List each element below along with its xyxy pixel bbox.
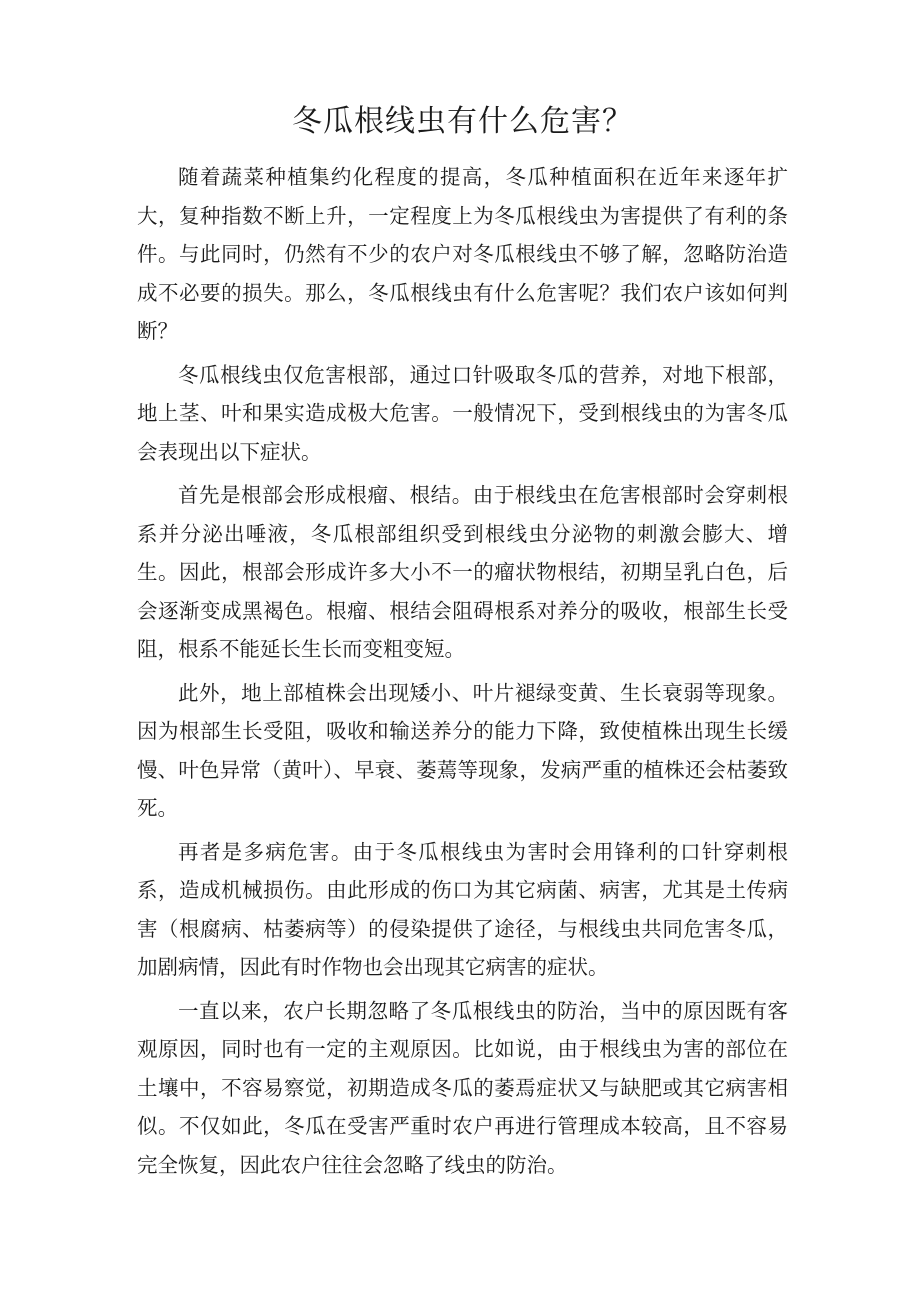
paragraph-above-ground-symptoms: 此外，地上部植株会出现矮小、叶片褪绿变黄、生长衰弱等现象。因为根部生长受阻，吸收和输送养分的能力下降，致使植株出现生长缓慢、叶色异常（黄叶）、早衰、萎蔫等现象，发病严重的植株还会枯萎致死。 <box>137 680 788 820</box>
paragraph-root-knots: 首先是根部会形成根瘤、根结。由于根线虫在危害根部时会穿刺根系并分泌出唾液，冬瓜根部组织受到根线虫分泌物的刺激会膨大、增生。因此，根部会形成许多大小不一的瘤状物根结，初期呈乳白色，后会逐渐变成黑褐色。根瘤、根结会阻碍根系对养分的吸收，根部生长受阻，根系不能延长生长而变粗变短。 <box>137 483 788 661</box>
paragraph-neglect-reasons: 一直以来，农户长期忽略了冬瓜根线虫的防治，当中的原因既有客观原因，同时也有一定的主观原因。比如说，由于根线虫为害的部位在土壤中，不容易察觉，初期造成冬瓜的萎焉症状又与缺肥或其它病害相似。不仅如此，冬瓜在受害严重时农户再进行管理成本较高，且不容易完全恢复，因此农户往往会忽略了线虫的防治。 <box>137 998 788 1177</box>
paragraph-multiple-diseases: 再者是多病危害。由于冬瓜根线虫为害时会用锋利的口针穿刺根系，造成机械损伤。由此形成的伤口为其它病菌、病害，尤其是土传病害（根腐病、枯萎病等）的侵染提供了途径，与根线虫共同危害冬瓜，加剧病情，因此有时作物也会出现其它病害的症状。 <box>137 839 788 979</box>
paragraph-intro: 随着蔬菜种植集约化程度的提高，冬瓜种植面积在近年来逐年扩大，复种指数不断上升，一定程度上为冬瓜根线虫为害提供了有利的条件。与此同时，仍然有不少的农户对冬瓜根线虫不够了解，忽略防治造成不必要的损失。那么，冬瓜根线虫有什么危害呢？我们农户该如何判断？ <box>137 165 788 343</box>
document-title: 冬瓜根线虫有什么危害？ <box>292 104 633 139</box>
paragraph-damage-overview: 冬瓜根线虫仅危害根部，通过口针吸取冬瓜的营养，对地下根部，地上茎、叶和果实造成极大危害。一般情况下，受到根线虫的为害冬瓜会表现出以下症状。 <box>137 362 788 464</box>
